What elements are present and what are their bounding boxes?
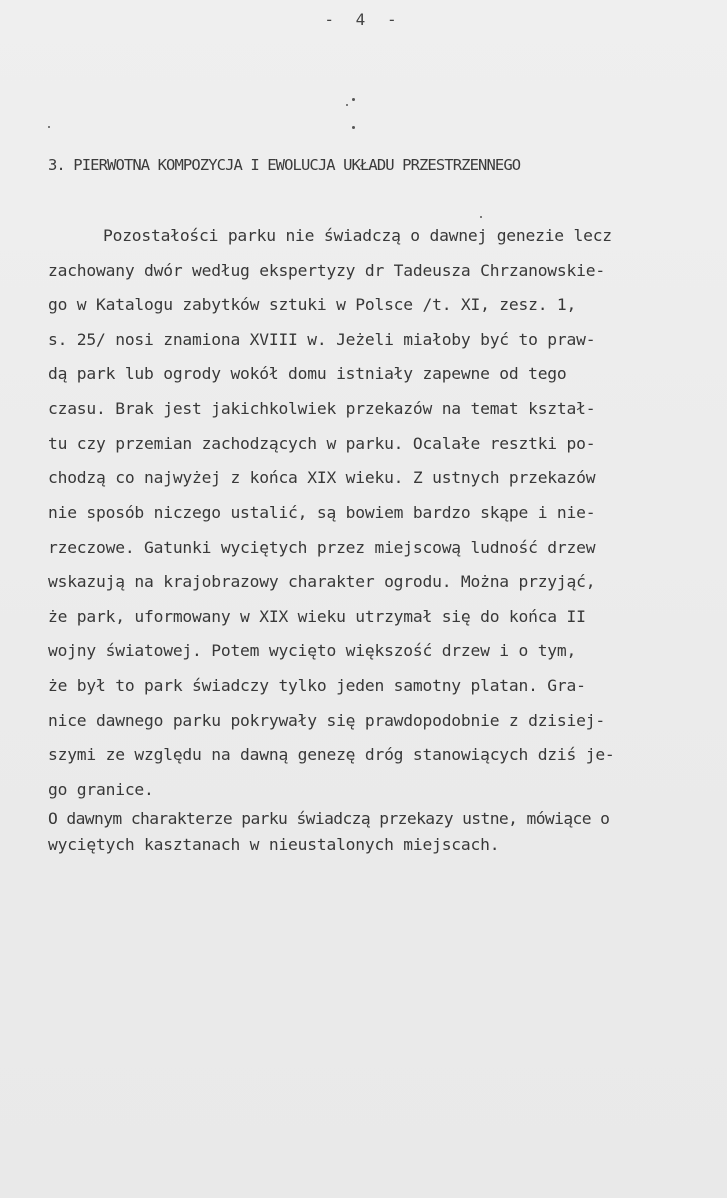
paragraph-line: wskazują na krajobrazowy charakter ogrodu. Można przyjąć, [48, 572, 596, 591]
paragraph-line: że był to park świadczy tylko jeden samotny platan. Gra- [48, 676, 586, 695]
paragraph-line: go granice. [48, 780, 154, 799]
page-number: - 4 - [324, 10, 403, 29]
paragraph-line: nice dawnego parku pokrywały się prawdopodobnie z dzisiej- [48, 711, 605, 730]
paragraph-line: O dawnym charakterze parku świadczą przekazy ustne, mówiące o [48, 809, 610, 828]
paragraph-line: chodzą co najwyżej z końca XIX wieku. Z ustnych przekazów [48, 468, 596, 487]
paragraph-line: s. 25/ nosi znamiona XVIII w. Jeżeli miałoby być to praw- [48, 330, 596, 349]
stray-mark [346, 104, 348, 106]
stray-mark [48, 126, 50, 128]
paragraph-line: Pozostałości parku nie świadczą o dawnej genezie lecz [103, 226, 612, 245]
paragraph-line: dą park lub ogrody wokół domu istniały zapewne od tego [48, 364, 567, 383]
paragraph-line: zachowany dwór według ekspertyzy dr Tadeusza Chrzanowskie- [48, 261, 605, 280]
paragraph-line: że park, uformowany w XIX wieku utrzymał się do końca II [48, 607, 586, 626]
paragraph-line: wyciętych kasztanach w nieustalonych miejscach. [48, 835, 500, 854]
stray-mark [352, 126, 355, 129]
paragraph-line: szymi ze względu na dawną genezę dróg stanowiących dziś je- [48, 745, 615, 764]
stray-mark [352, 98, 355, 101]
paragraph-line: rzeczowe. Gatunki wyciętych przez miejscową ludność drzew [48, 538, 596, 557]
section-heading: 3. PIERWOTNA KOMPOZYCJA I EWOLUCJA UKŁADU PRZESTRZENNEGO [48, 156, 521, 174]
paragraph-line: tu czy przemian zachodzących w parku. Ocalałe resztki po- [48, 434, 596, 453]
stray-mark [480, 216, 482, 218]
paragraph-line: wojny światowej. Potem wycięto większość drzew i o tym, [48, 641, 577, 660]
paragraph-line: czasu. Brak jest jakichkolwiek przekazów na temat kształ- [48, 399, 596, 418]
paragraph-line: nie sposób niczego ustalić, są bowiem bardzo skąpe i nie- [48, 503, 596, 522]
paragraph-line: go w Katalogu zabytków sztuki w Polsce /t. XI, zesz. 1, [48, 295, 577, 314]
